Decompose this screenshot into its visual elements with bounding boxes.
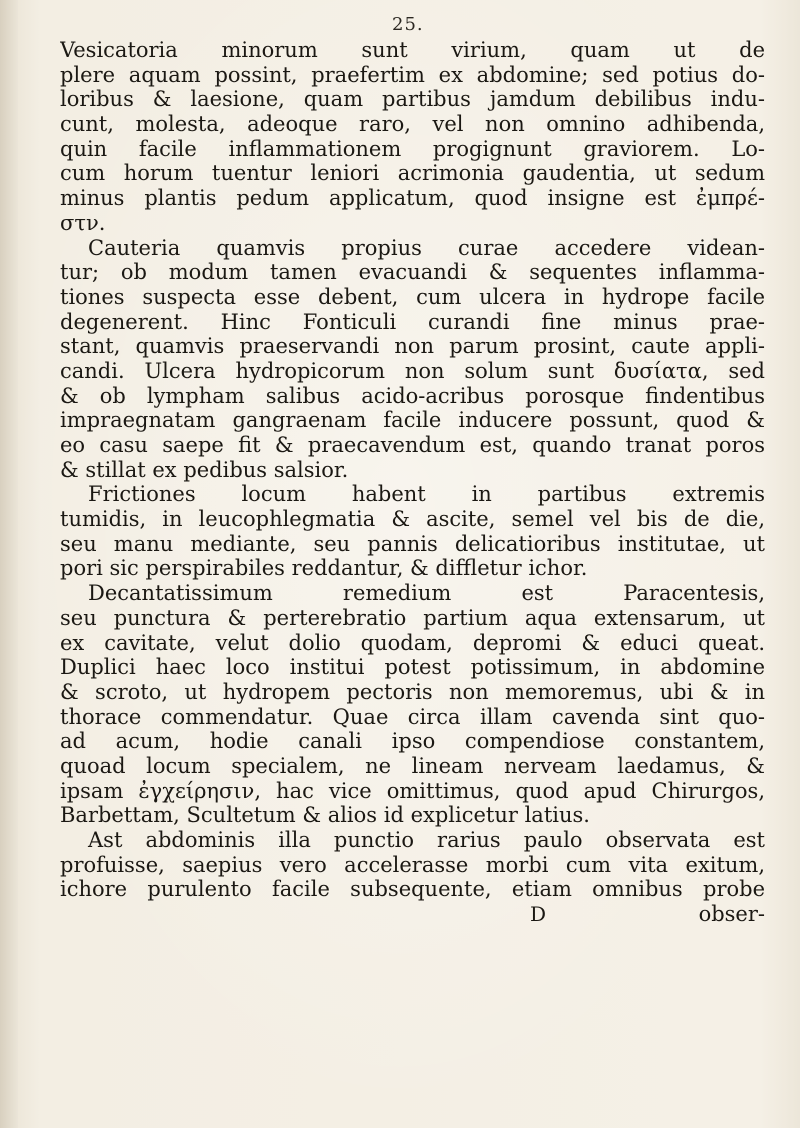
text-line-18: & stillat ex pedibus salsior. bbox=[60, 457, 349, 482]
text-line-27: & scroto, ut hydropem pectoris non memoremus, ubi & in bbox=[60, 679, 765, 704]
text-line-9: Cauteria quamvis propius curae accedere videan- bbox=[88, 235, 765, 260]
page-gutter-shadow bbox=[0, 0, 18, 1128]
text-line-25: ex cavitate, velut dolio quodam, depromi & educi queat. bbox=[60, 630, 765, 655]
text-line-17: eo casu saepe fit & praecavendum est, quando tranat poros bbox=[60, 433, 765, 457]
text-line-28: thorace commendatur. Quae circa illam cavenda sint quo- bbox=[60, 704, 765, 729]
text-line-30: quoad locum specialem, ne lineam nerveam laedamus, & bbox=[60, 753, 765, 778]
text-line-26: Duplici haec loco institui potest potissimum, in abdomine bbox=[60, 655, 765, 680]
text-line-32: Barbettam, Scultetum & alios id explicetur latius. bbox=[60, 803, 590, 828]
text-line-15: & ob lympham salibus acido-acribus porosque findentibus bbox=[60, 383, 765, 408]
text-line-34: profuisse, saepius vero accelerasse morbi cum vita exitum, bbox=[60, 852, 765, 877]
text-line-3: loribus & laesione, quam partibus jamdum debilibus indu- bbox=[60, 87, 765, 112]
text-line-19: Frictiones locum habent in partibus extremis bbox=[88, 482, 765, 507]
text-line-6: cum horum tuentur leniori acrimonia gaudentia, ut sedum bbox=[60, 161, 765, 186]
text-line-13: stant, quamvis praeservandi non parum prosint, caute appli- bbox=[60, 334, 765, 359]
text-line-1: Vesicatoria minorum sunt virium, quam ut de bbox=[60, 38, 765, 62]
text-line-23: Decantatissimum remedium est Paracentesis, bbox=[88, 581, 765, 606]
text-line-35: ichore purulento facile subsequente, etiam omnibus probe bbox=[60, 877, 765, 902]
text-line-7: minus plantis pedum applicatum, quod insigne est ἐμπρέ- bbox=[60, 186, 765, 211]
text-line-20: tumidis, in leucophlegmatia & ascite, semel vel bis de die, bbox=[60, 507, 765, 532]
text-line-33: Ast abdominis illa punctio rarius paulo observata est bbox=[88, 828, 765, 852]
catchword: obser- bbox=[698, 902, 765, 927]
text-line-2: plere aquam possint, praefertim ex abdomine; sed potius do- bbox=[60, 62, 765, 87]
text-line-29: ad acum, hodie canali ipso compendiose constantem, bbox=[60, 729, 765, 754]
page-footer bbox=[60, 902, 765, 928]
text-line-16: impraegnatam gangraenam facile inducere possunt, quod & bbox=[60, 408, 765, 433]
text-line-14: candi. Ulcera hydropicorum non solum sunt δυσίατα, sed bbox=[60, 358, 765, 383]
signature-mark: D bbox=[530, 902, 547, 927]
text-line-31: ipsam ἐγχείρησιν, hac vice omittimus, quod apud Chirurgos, bbox=[60, 778, 765, 803]
text-line-10: tur; ob modum tamen evacuandi & sequentes inflamma- bbox=[60, 260, 765, 285]
text-line-22: pori sic perspirabiles reddantur, & diffletur ichor. bbox=[60, 556, 588, 581]
page-number: 25. bbox=[392, 14, 424, 35]
text-line-21: seu manu mediante, seu pannis delicatioribus institutae, ut bbox=[60, 531, 765, 556]
text-line-24: seu punctura & perterebratio partium aqua extensarum, ut bbox=[60, 605, 765, 630]
text-line-8: στν. bbox=[60, 210, 106, 235]
text-line-12: degenerent. Hinc Fonticuli curandi fine minus prae- bbox=[60, 309, 765, 334]
text-line-4: cunt, molesta, adeoque raro, vel non omnino adhibenda, bbox=[60, 112, 765, 137]
text-line-11: tiones suspecta esse debent, cum ulcera in hydrope facile bbox=[60, 284, 765, 309]
latin-text-block bbox=[60, 38, 765, 928]
text-line-5: quin facile inflammationem progignunt graviorem. Lo- bbox=[60, 136, 765, 161]
